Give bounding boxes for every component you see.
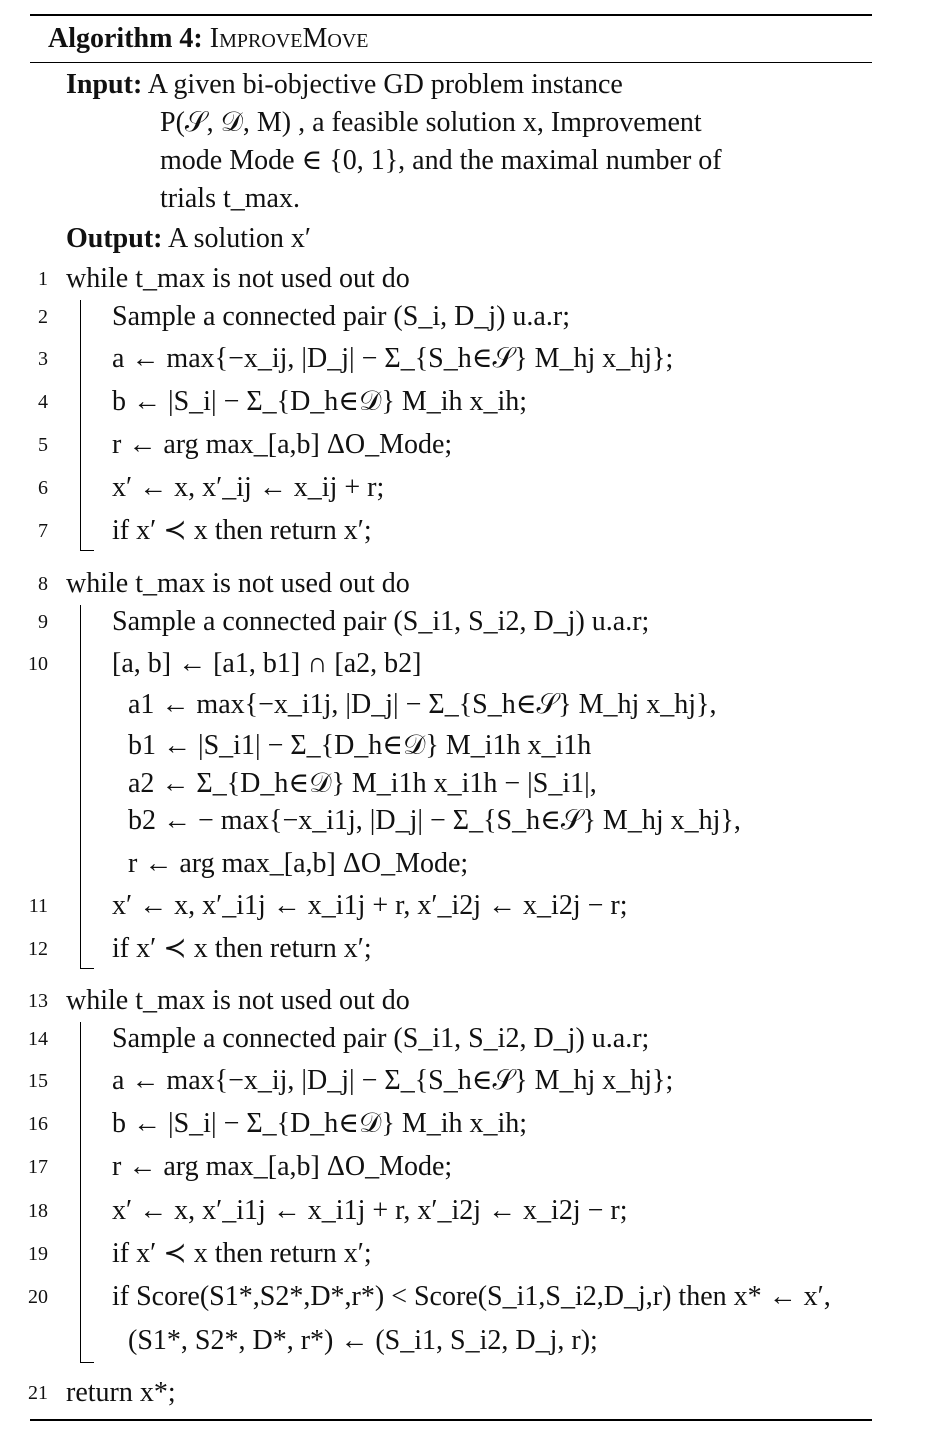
- algorithm-line: if x′ ≺ x then return x′;: [112, 515, 372, 546]
- algorithm-line: r ← arg max_[a,b] ΔO_Mode;: [112, 1151, 453, 1182]
- algorithm-line: if x′ ≺ x then return x′;: [112, 1238, 372, 1269]
- output-label: Output:: [66, 223, 163, 254]
- line-number: 16: [28, 1113, 48, 1135]
- algorithm-line: r ← arg max_[a,b] ΔO_Mode;: [128, 848, 469, 879]
- line-number: 9: [38, 611, 48, 633]
- algorithm-name: ImproveMove: [209, 23, 369, 54]
- algorithm-line: a1 ← max{−x_i1j, |D_j| − Σ_{S_h∈𝒮} M_hj x_hj},: [128, 689, 717, 720]
- algorithm-line: b ← |S_i| − Σ_{D_h∈𝒟} M_ih x_ih;: [112, 1108, 528, 1139]
- input-block: [66, 66, 623, 104]
- line-number: 21: [28, 1382, 48, 1404]
- algorithm-title: [48, 22, 368, 56]
- algorithm-line: a ← max{−x_ij, |D_j| − Σ_{S_h∈𝒮} M_hj x_hj};: [112, 343, 674, 374]
- loop-3-bar: [80, 1022, 81, 1362]
- output-block: [66, 220, 311, 258]
- input-line-3: mode Mode ∈ {0, 1}, and the maximal number of: [160, 145, 722, 176]
- loop-1-bar: [80, 300, 81, 550]
- line-number: 17: [28, 1156, 48, 1178]
- algorithm-line: Sample a connected pair (S_i1, S_i2, D_j) u.a.r;: [112, 1023, 650, 1054]
- algorithm-line: a2 ← Σ_{D_h∈𝒟} M_i1h x_i1h − |S_i1|,: [128, 768, 597, 799]
- input-label: Input:: [66, 69, 143, 100]
- algorithm-line: if Score(S1*,S2*,D*,r*) < Score(S_i1,S_i2,D_j,r) then x* ← x′,: [112, 1281, 831, 1312]
- algorithm-line: return x*;: [66, 1377, 176, 1408]
- title-rule: [30, 62, 872, 63]
- line-number: 15: [28, 1070, 48, 1092]
- line-number: 11: [28, 895, 48, 917]
- algorithm-line: while t_max is not used out do: [66, 985, 410, 1016]
- loop-2-bar: [80, 605, 81, 968]
- line-number: 10: [28, 653, 48, 675]
- line-number: 5: [38, 434, 48, 456]
- algorithm-line: r ← arg max_[a,b] ΔO_Mode;: [112, 429, 453, 460]
- line-number: 1: [38, 268, 48, 290]
- algorithm-line: while t_max is not used out do: [66, 263, 410, 294]
- line-number: 20: [28, 1286, 48, 1308]
- line-number: 12: [28, 938, 48, 960]
- line-number: 13: [28, 990, 48, 1012]
- algorithm-line: b1 ← |S_i1| − Σ_{D_h∈𝒟} M_i1h x_i1h: [128, 730, 592, 761]
- line-number: 3: [38, 348, 48, 370]
- loop-3-tick: [80, 1362, 94, 1363]
- algorithm-line: [a, b] ← [a1, b1] ∩ [a2, b2]: [112, 648, 422, 679]
- algorithm-line: if x′ ≺ x then return x′;: [112, 933, 372, 964]
- line-number: 14: [28, 1028, 48, 1050]
- input-line-2: P(𝒮, 𝒟, M) , a feasible solution x, Improvement: [160, 107, 702, 138]
- algorithm-line: Sample a connected pair (S_i, D_j) u.a.r;: [112, 301, 570, 332]
- algorithm-line: Sample a connected pair (S_i1, S_i2, D_j) u.a.r;: [112, 606, 650, 637]
- output-text: A solution x′: [167, 223, 311, 254]
- loop-2-tick: [80, 968, 94, 969]
- algorithm-line: x′ ← x, x′_ij ← x_ij + r;: [112, 472, 385, 503]
- line-number: 8: [38, 573, 48, 595]
- line-number: 4: [38, 391, 48, 413]
- line-number: 6: [38, 477, 48, 499]
- algorithm-line: while t_max is not used out do: [66, 568, 410, 599]
- algorithm-line: x′ ← x, x′_i1j ← x_i1j + r, x′_i2j ← x_i2j − r;: [112, 1195, 628, 1226]
- algorithm-line: x′ ← x, x′_i1j ← x_i1j + r, x′_i2j ← x_i2j − r;: [112, 890, 628, 921]
- line-number: 19: [28, 1243, 48, 1265]
- top-rule: [30, 14, 872, 16]
- input-line-4: trials t_max.: [160, 183, 300, 214]
- algorithm-line: b2 ← − max{−x_i1j, |D_j| − Σ_{S_h∈𝒮} M_hj x_hj},: [128, 805, 741, 836]
- line-number: 2: [38, 306, 48, 328]
- input-line-1: A given bi-objective GD problem instance: [147, 69, 623, 100]
- algorithm-line: (S1*, S2*, D*, r*) ← (S_i1, S_i2, D_j, r);: [128, 1325, 598, 1356]
- bottom-rule: [30, 1419, 872, 1421]
- algorithm-line: b ← |S_i| − Σ_{D_h∈𝒟} M_ih x_ih;: [112, 386, 528, 417]
- algorithm-line: a ← max{−x_ij, |D_j| − Σ_{S_h∈𝒮} M_hj x_hj};: [112, 1065, 674, 1096]
- loop-1-tick: [80, 550, 94, 551]
- algorithm-label: Algorithm 4:: [48, 23, 203, 54]
- line-number: 18: [28, 1200, 48, 1222]
- line-number: 7: [38, 520, 48, 542]
